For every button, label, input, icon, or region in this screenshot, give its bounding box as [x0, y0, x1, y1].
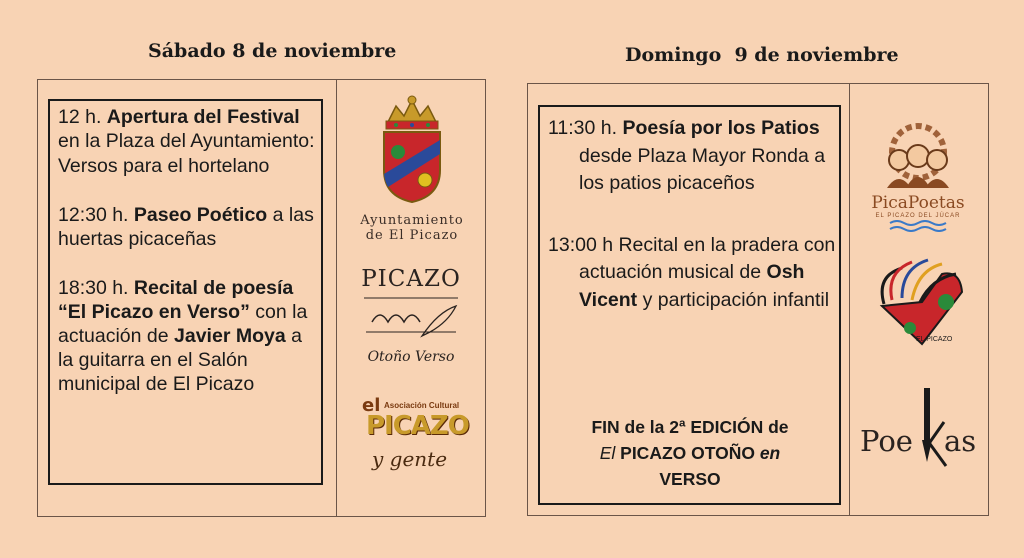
picapoetas-name: PicaPoetas [871, 193, 965, 213]
fin-el: El [599, 443, 616, 463]
asociacion-el: el [362, 395, 381, 416]
fin-en: en [759, 443, 781, 463]
event-location: desde Plaza Mayor Ronda a los patios picaceños [579, 144, 826, 194]
saturday-event-2 [58, 203, 320, 251]
event-location: en la Plaza del Ayuntamiento: [58, 130, 315, 152]
pen-nib-icon [914, 386, 948, 472]
event-title: Poesía por los Patios [622, 117, 820, 139]
coat-of-arms-icon [350, 92, 474, 204]
fin-line-1: FIN de la 2ª EDICIÓN de [591, 417, 789, 437]
event-title: Recital de poesía “El Picazo en Verso” [58, 277, 294, 323]
water-waves-icon [888, 219, 948, 233]
sunday-schedule [548, 115, 836, 314]
event-location: a la guitarra en el Salón municipal de El Picazo [58, 325, 302, 395]
event-artist: Osh Vicent [579, 261, 805, 311]
fin-picazo: PICAZO OTOÑO [615, 443, 760, 463]
fin-line-2 [545, 440, 835, 466]
event-detail: 13:00 h Recital en la pradera con actuación musical de [548, 233, 836, 283]
event-time: 12:30 h. [58, 204, 134, 226]
asociacion-picazo: PICAZO [366, 411, 469, 441]
saturday-event-3 [58, 276, 320, 396]
saturday-schedule [58, 105, 320, 396]
saturday-event-1 [58, 105, 320, 153]
sunday-event-2 [548, 232, 836, 315]
event-time: 12 h. [58, 106, 107, 128]
poekas-logo [860, 386, 980, 476]
poekas-text-a: Poe [860, 424, 913, 458]
event-location: a las huertas picaceñas [58, 204, 314, 250]
book-heart-label: EL PICAZO [916, 336, 953, 343]
saturday-title: Sábado 8 de noviembre [148, 40, 397, 62]
sunday-title: Domingo 9 de noviembre [625, 44, 899, 66]
picapoetas-logo [862, 122, 974, 232]
saturday-event-1-sub: Versos para el hortelano [58, 155, 270, 177]
picapoetas-readers-icon [873, 122, 963, 190]
sunday-event-1 [548, 115, 836, 198]
otono-verso-logo [352, 266, 470, 376]
sunday-closing-note [545, 414, 835, 492]
poekas-text-b: as [944, 424, 977, 458]
ayuntamiento-caption-1: Ayuntamiento [360, 213, 464, 228]
event-time: 11:30 h. [548, 117, 623, 139]
picazo-word: PICAZO [361, 266, 461, 292]
asociacion-gente: y gente [372, 447, 448, 471]
fin-line-3: VERSO [659, 469, 721, 489]
ayuntamiento-caption-2: de El Picazo [365, 228, 459, 243]
ayuntamiento-logo [350, 92, 474, 242]
otono-verso-text: Otoño Verso [367, 349, 455, 365]
event-detail: con la actuación de [58, 301, 308, 347]
event-artist: Javier Moya [174, 325, 286, 347]
picapoetas-subtitle: EL PICAZO DEL JÚCAR [875, 213, 961, 219]
event-time: 18:30 h. [58, 277, 134, 299]
asociacion-label: Asociación Cultural [384, 401, 460, 410]
asociacion-logo [362, 395, 469, 495]
feather-waves-icon [352, 292, 470, 344]
book-heart-logo [872, 252, 968, 352]
event-title: Apertura del Festival [106, 106, 300, 128]
saturday-divider [336, 79, 337, 517]
sunday-divider [849, 83, 850, 516]
event-title: Paseo Poético [133, 204, 268, 226]
event-rest: y participación infantil [637, 288, 830, 311]
